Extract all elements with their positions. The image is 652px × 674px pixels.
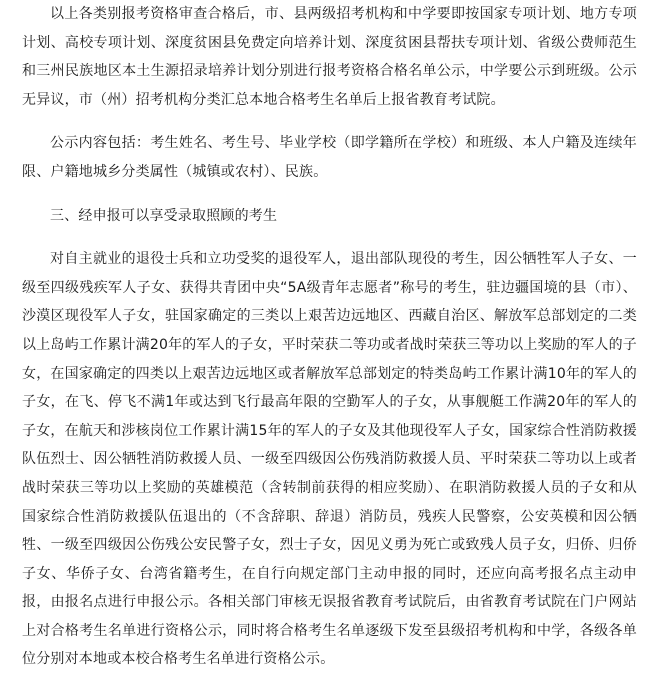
section-heading-admission-preference: 三、经申报可以享受录取照顾的考生 bbox=[50, 207, 278, 224]
paragraph-publicity-content: 公示内容包括：考生姓名、考生号、毕业学校（即学籍所在学校）和班级、本人户籍及连续年限、户籍地城乡分类属性（城镇或农村）、民族。 bbox=[22, 135, 637, 180]
paragraph-qualification-publicity: 以上各类别报考资格审查合格后，市、县两级招考机构和中学要即按国家专项计划、地方专项计划、高校专项计划、深度贫困县免费定向培养计划、深度贫困县帮扶专项计划、省级公费师范生和三州民族地区本土生源招录培养计划分别进行报考资格合格名单公示，中学要公示到班级。公示无异议，市（州）招考机构分类汇总本地合格考生名单后上报省教育考试院。 bbox=[22, 6, 637, 108]
paragraph-eligible-candidates: 对自主就业的退役士兵和立功受奖的退役军人，退出部队现役的考生，因公牺牲军人子女、一级至四级残疾军人子女、获得共青团中央“5A级青年志愿者”称号的考生，驻边疆国境的县（市）、沙漠区现役军人子女，驻国家确定的三类以上艰苦边远地区、西藏自治区、解放军总部划定的二类以上岛屿工作累计满20年的军人的子女，平时荣获二等功或者战时荣获三等功以上奖励的军人的子女，在国家确定的四类以上艰苦边远地区或者解放军总部划定的特类岛屿工作累计满10年的军人的子女，在飞、停飞不满1年或达到飞行最高年限的空勤军人的子女，从事舰艇工作满20年的军人的子女，在航天和涉核岗位工作累计满15年的军人的子女及其他现役军人子女，国家综合性消防救援队伍烈士、因公牺牲消防救援人员、一级至四级因公伤残消防救援人员、平时荣获二等功以上或者战时荣获三等功以上奖励的英雄模范（含转制前获得的相应奖励）、在职消防救援人员的子女和从国家综合性消防救援队伍退出的（不含辞职、辞退）消防员，残疾人民警察，公安英模和因公牺牲、一级至四级因公伤残公安民警子女，烈士子女，因见义勇为死亡或致残人员子女，归侨、归侨子女、华侨子女、台湾省籍考生，在自行向规定部门主动申报的同时，还应向高考报名点主动申报，由报名点进行申报公示。各相关部门审核无误报省教育考试院后，由省教育考试院在门户网站上对合格考生名单进行资格公示，同时将合格考生名单逐级下发至县级招考机构和中学，各级各单位分别对本地或本校合格考生名单进行资格公示。 bbox=[22, 251, 637, 668]
